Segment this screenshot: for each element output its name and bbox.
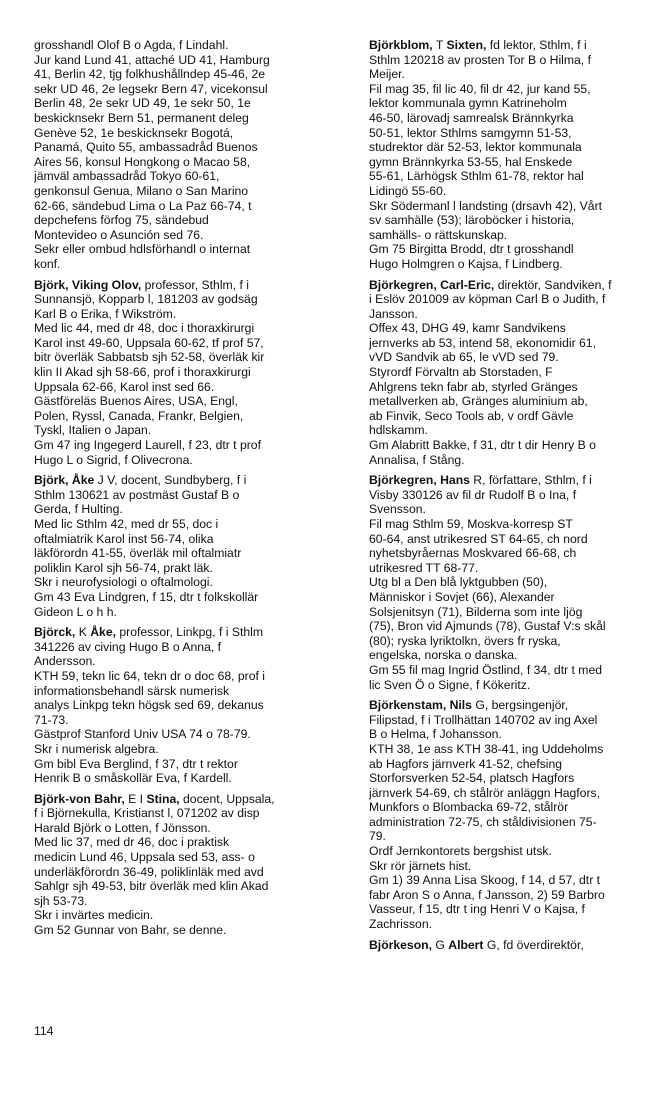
- entry-line: [369, 184, 655, 199]
- entry-line: [369, 800, 655, 815]
- entry-name: Björkenstam, Nils: [369, 698, 472, 713]
- entry-line: [34, 654, 342, 669]
- entry-text: direktör, Sandviken, f: [494, 277, 612, 292]
- entry-text: Ordf Jernkontorets bergshist utsk.: [369, 844, 552, 859]
- entry-name: Sixten,: [446, 38, 487, 52]
- entry-line: [369, 546, 655, 561]
- biography-entry: [369, 698, 655, 932]
- entry-text: 41, Berlin 42, tjg folkhushållndep 45-46, 2e: [34, 67, 266, 82]
- entry-text: vVD Sandvik ab 65, le vVD sed 79.: [369, 350, 559, 365]
- entry-text: Sthlm 120218 av prosten Tor B o Hilma, f: [369, 52, 591, 67]
- entry-text: Tyskl, Italien o Japan.: [34, 423, 152, 438]
- entry-text: Solsjenitsyn (71), Bilderna som inte ljög: [369, 604, 583, 619]
- entry-line: [369, 409, 655, 424]
- entry-line: [34, 350, 342, 365]
- entry-text: klin II Akad sjh 58-66, prof i thoraxkirurgi: [34, 365, 251, 380]
- entry-line: [34, 502, 342, 517]
- biography-entry: [369, 938, 655, 953]
- entry-text: Styrordf Förvaltn ab Storstaden, F: [369, 365, 553, 380]
- entry-text: depchefens förfog 75, sändebud: [34, 213, 209, 228]
- entry-line: [369, 423, 655, 438]
- entry-line: [34, 126, 342, 141]
- entry-text: Karol inst 49-60, Uppsala 60-62, tf prof 57,: [34, 335, 264, 350]
- entry-text: Med lic 37, med dr 46, doc i praktisk: [34, 835, 230, 850]
- entry-text: 62-66, sändebud Lima o La Paz 66-74, t: [34, 198, 252, 213]
- entry-text: Genève 52, 1e beskicknsekr Bogotá,: [34, 125, 234, 140]
- entry-line: [369, 228, 655, 243]
- entry-text: i Eslöv 201009 av köpman Carl B o Judith, f: [369, 292, 606, 307]
- entry-line: [34, 423, 342, 438]
- entry-line: [369, 111, 655, 126]
- entry-text: fd lektor, Sthlm, f i: [486, 38, 587, 52]
- entry-line: [369, 742, 655, 757]
- entry-line: [369, 590, 655, 605]
- entry-line: [369, 438, 655, 453]
- entry-text: Gm Alabritt Bakke, f 31, dtr t dir Henry B o: [369, 438, 596, 453]
- entry-line: [34, 640, 342, 655]
- entry-text: Gerda, f Hulting.: [34, 502, 123, 517]
- entry-name: Björk, Viking Olov,: [34, 277, 142, 292]
- entry-text: analys Linkpg tekn högsk sed 69, dekanus: [34, 698, 264, 713]
- entry-text: jämväl ambassadråd Tokyo 60-61,: [34, 169, 220, 184]
- entry-text: Zachrisson.: [369, 917, 432, 932]
- entry-text: Panamá, Quito 55, ambassadråd Buenos: [34, 140, 258, 155]
- entry-line: [34, 923, 342, 938]
- entry-line: [34, 380, 342, 395]
- entry-text: Montevideo o Asunción sed 76.: [34, 227, 204, 242]
- entry-line: [34, 453, 342, 468]
- entry-text: jernverks ab 53, intend 58, ekonomidir 61,: [369, 335, 596, 350]
- entry-line: [369, 605, 655, 620]
- entry-name: Åke,: [90, 625, 116, 640]
- entry-text: metallverken ab, Gränges aluminium ab,: [369, 394, 588, 409]
- entry-line: [34, 438, 342, 453]
- entry-text: Gm bibl Eva Berglind, f 37, dtr t rektor: [34, 756, 238, 771]
- entry-name: Björkegren, Carl-Eric,: [369, 277, 495, 292]
- entry-text: Aires 56, konsul Hongkong o Macao 58,: [34, 154, 251, 169]
- entry-text: informationsbehandl särsk numerisk: [34, 683, 230, 698]
- entry-text: Lidingö 55-60.: [369, 183, 447, 198]
- entry-text: oftalmiatrik Karol inst 56-74, olika: [34, 531, 214, 546]
- entry-line: [369, 648, 655, 663]
- entry-line: [34, 38, 342, 53]
- entry-text: samhälls- o rättskunskap.: [369, 227, 508, 242]
- entry-text: Utg bl a Den blå lyktgubben (50),: [369, 575, 548, 590]
- entry-line: [34, 242, 342, 257]
- entry-line: [369, 757, 655, 772]
- entry-text: Sthlm 130621 av postmäst Gustaf B o: [34, 487, 240, 502]
- entry-line: [369, 902, 655, 917]
- entry-line: [34, 908, 342, 923]
- entry-text: 55-61, Lärhögsk Sthlm 61-78, rektor hal: [369, 169, 584, 184]
- entry-name: Björkegren, Hans: [369, 473, 470, 488]
- entry-text: Jansson.: [369, 306, 418, 321]
- entry-text: underläkförordn 36-49, poliklinläk med avd: [34, 864, 264, 879]
- entry-line: [34, 155, 342, 170]
- entry-text: Fil mag 35, fil lic 40, fil dr 42, jur kand 55,: [369, 81, 591, 96]
- entry-text: studrektor där 52-53, lektor kommunala: [369, 140, 582, 155]
- entry-text: sjh 53-73.: [34, 893, 88, 908]
- entry-text: Gm 43 Eva Lindgren, f 15, dtr t folkskollär: [34, 589, 259, 604]
- entry-line: [34, 228, 342, 243]
- entry-line: [369, 727, 655, 742]
- entry-text: Karl B o Erika, f Wikström.: [34, 306, 177, 321]
- entry-line: [369, 698, 655, 713]
- entry-text: konf.: [34, 256, 61, 271]
- entry-line: [34, 865, 342, 880]
- entry-text: Skr i numerisk algebra.: [34, 741, 159, 756]
- entry-line: [369, 713, 655, 728]
- entry-name: Björck,: [34, 625, 76, 640]
- entry-line: [34, 669, 342, 684]
- entry-text: grosshandl Olof B o Agda, f Lindahl.: [34, 38, 229, 52]
- entry-line: [34, 292, 342, 307]
- entry-line: [34, 365, 342, 380]
- entry-line: [369, 517, 655, 532]
- entry-text: ab Finvik, Seco Tools ab, v ordf Gävle: [369, 408, 574, 423]
- entry-line: [34, 257, 342, 272]
- biography-entry: [369, 473, 655, 692]
- entry-line: [34, 82, 342, 97]
- entry-text: fabr Aron S o Anna, f Jansson, 2) 59 Barbro: [369, 887, 605, 902]
- entry-text: medicin Lund 46, Uppsala sed 53, ass- o: [34, 850, 255, 865]
- entry-line: [34, 53, 342, 68]
- entry-line: [369, 619, 655, 634]
- entry-line: [369, 38, 655, 53]
- entry-text: Sunnansjö, Kopparb l, 181203 av godsäg: [34, 292, 258, 307]
- entry-text: 341226 av civing Hugo B o Anna, f: [34, 639, 222, 654]
- entry-line: [369, 155, 655, 170]
- entry-name: Stina,: [146, 791, 180, 806]
- entry-line: [369, 634, 655, 649]
- entry-text: KTH 59, tekn lic 64, tekn dr o doc 68, prof i: [34, 668, 266, 683]
- entry-line: [34, 625, 342, 640]
- entry-text: Skr rör järnets hist.: [369, 858, 472, 873]
- entry-line: [34, 473, 342, 488]
- entry-text: ab Hagfors järnverk 41-52, chefsing: [369, 756, 563, 771]
- entry-text: Fil mag Sthlm 59, Moskva-korresp ST: [369, 517, 573, 531]
- entry-line: [34, 879, 342, 894]
- entry-text: B o Helma, f Johansson.: [369, 727, 502, 742]
- entry-line: [34, 199, 342, 214]
- entry-text: (75), Bron vid Ajmunds (78), Gustaf V:s skål: [369, 619, 606, 634]
- entry-line: [369, 394, 655, 409]
- entry-text: poliklin Karol sjh 56-74, prakt läk.: [34, 560, 213, 575]
- entry-line: [34, 698, 342, 713]
- entry-line: [34, 757, 342, 772]
- entry-text: engelska, norska o danska.: [369, 648, 518, 663]
- entry-text: Polen, Ryssl, Canada, Frankr, Belgien,: [34, 408, 244, 423]
- biography-entry: [369, 38, 655, 272]
- entry-text: Harald Björk o Lotten, f Jönsson.: [34, 820, 211, 835]
- entry-line: [34, 742, 342, 757]
- entry-line: [34, 605, 342, 620]
- entry-text: läkförordn 41-55, överläk mil oftalmiatr: [34, 546, 242, 561]
- entry-text: 50-51, lektor Sthlms samgymn 51-53,: [369, 125, 572, 140]
- entry-name: Björk, Åke: [34, 473, 95, 488]
- entry-text: Svensson.: [369, 502, 426, 517]
- entry-line: [369, 888, 655, 903]
- entry-text: Gm 55 fil mag Ingrid Östlind, f 34, dtr t med: [369, 662, 603, 677]
- entry-line: [34, 835, 342, 850]
- entry-text: Gm 47 ing Ingegerd Laurell, f 23, dtr t prof: [34, 438, 261, 453]
- entry-text: KTH 38, 1e ass KTH 38-41, ing Uddeholms: [369, 741, 604, 756]
- entry-line: [34, 561, 342, 576]
- entry-line: [369, 938, 655, 953]
- entry-line: [34, 532, 342, 547]
- entry-line: [34, 546, 342, 561]
- entry-line: [34, 806, 342, 821]
- entry-text: Hugo L o Sigrid, f Olivecrona.: [34, 452, 193, 467]
- entry-line: [369, 859, 655, 874]
- entry-line: [369, 678, 655, 693]
- entry-line: [34, 488, 342, 503]
- entry-line: [34, 336, 342, 351]
- entry-line: [34, 575, 342, 590]
- entry-text: 71-73.: [34, 712, 69, 727]
- entry-text: beskicknsekr Bern 51, permanent deleg: [34, 110, 249, 125]
- entry-text: G, fd överdirektör,: [483, 937, 584, 952]
- entry-line: [369, 292, 655, 307]
- entry-line: [34, 821, 342, 836]
- entry-text: E I: [124, 791, 147, 806]
- entry-line: [34, 169, 342, 184]
- entry-line: [369, 502, 655, 517]
- entry-text: Skr i invärtes medicin.: [34, 908, 154, 923]
- entry-text: Storforsverken 52-54, platsch Hagfors: [369, 771, 575, 786]
- entry-text: Gästprof Stanford Univ USA 74 o 78-79.: [34, 727, 251, 742]
- entry-text: Med lic Sthlm 42, med dr 55, doc i: [34, 517, 219, 531]
- entry-line: [34, 213, 342, 228]
- biography-entry: [34, 625, 342, 786]
- entry-text: Sahlgr sjh 49-53, bitr överläk med klin Akad: [34, 879, 269, 894]
- entry-line: [369, 169, 655, 184]
- entry-text: professor, Linkpg, f i Sthlm: [115, 625, 263, 640]
- entry-text: 79.: [369, 829, 386, 844]
- entry-text: 46-50, lärovadj samrealsk Brännkyrka: [369, 110, 574, 125]
- entry-line: [369, 365, 655, 380]
- entry-text: lic Sven Ö o Signe, f Kökeritz.: [369, 677, 531, 692]
- entry-line: [369, 844, 655, 859]
- entry-text: Med lic 44, med dr 48, doc i thoraxkirurgi: [34, 321, 255, 336]
- entry-name: Björkeson,: [369, 937, 432, 952]
- entry-text: K: [75, 625, 91, 640]
- entry-line: [369, 336, 655, 351]
- entry-text: sekr UD 46, 2e legsekr Bern 47, vicekonsul: [34, 81, 268, 96]
- entry-text: bitr överläk Sabbatsb sjh 52-58, överläk kir: [34, 350, 265, 365]
- entry-line: [369, 575, 655, 590]
- entry-text: docent, Uppsala,: [179, 791, 275, 806]
- biography-entry: [34, 473, 342, 619]
- entry-text: Munkfors o Blombacka 69-72, stålrör: [369, 800, 569, 815]
- entry-text: professor, Sthlm, f i: [141, 277, 249, 292]
- entry-text: sv samhälle (53); läroböcker i historia,: [369, 213, 575, 228]
- entry-line: [369, 96, 655, 111]
- entry-line: [369, 278, 655, 293]
- entry-text: Ahlgrens tekn fabr ab, styrled Gränges: [369, 379, 578, 394]
- entry-text: Gm 75 Birgitta Brodd, dtr t grosshandl: [369, 242, 574, 257]
- page-number: 114: [34, 1024, 54, 1038]
- entry-text: Gm 1) 39 Anna Lisa Skoog, f 14, d 57, dtr t: [369, 873, 601, 888]
- entry-text: Visby 330126 av fil dr Rudolf B o Ina, f: [369, 487, 577, 502]
- entry-line: [369, 561, 655, 576]
- entry-text: G: [432, 937, 449, 952]
- entry-line: [34, 111, 342, 126]
- biography-entry: [34, 38, 342, 272]
- entry-line: [369, 829, 655, 844]
- entry-line: [34, 321, 342, 336]
- entry-line: [369, 488, 655, 503]
- entry-line: [369, 771, 655, 786]
- entry-line: [369, 663, 655, 678]
- entry-line: [34, 792, 342, 807]
- entry-line: [34, 409, 342, 424]
- entry-line: [369, 815, 655, 830]
- entry-text: 60-64, anst utrikesred ST 64-65, ch nord: [369, 531, 588, 546]
- entry-text: Offex 43, DHG 49, kamr Sandvikens: [369, 321, 566, 336]
- entry-line: [34, 850, 342, 865]
- entry-text: utrikesred TT 68-77.: [369, 560, 479, 575]
- entry-text: Meijer.: [369, 67, 405, 82]
- entry-line: [369, 917, 655, 932]
- entry-text: Henrik B o småskollär Eva, f Kardell.: [34, 771, 232, 786]
- entry-line: [369, 453, 655, 468]
- entry-text: Skr Södermanl l landsting (drsavh 42), Vårt: [369, 198, 603, 213]
- entry-line: [34, 307, 342, 322]
- entry-text: Gästföreläs Buenos Aires, USA, Engl,: [34, 394, 238, 409]
- entry-text: nyhetsbyråernas Moskvared 66-68, ch: [369, 546, 577, 561]
- entry-text: genkonsul Genua, Milano o San Marino: [34, 183, 249, 198]
- entry-name: Björkblom,: [369, 38, 433, 52]
- entry-text: Skr i neurofysiologi o oftalmologi.: [34, 575, 213, 590]
- entry-text: Hugo Holmgren o Kajsa, f Lindberg.: [369, 256, 563, 271]
- entry-text: J V, docent, Sundbyberg, f i: [94, 473, 247, 488]
- entry-text: Gm 52 Gunnar von Bahr, se denne.: [34, 923, 227, 938]
- entry-line: [34, 278, 342, 293]
- entry-text: Uppsala 62-66, Karol inst sed 66.: [34, 379, 215, 394]
- entry-text: hdlskamm.: [369, 423, 428, 438]
- biography-entry: [34, 792, 342, 938]
- entry-line: [369, 307, 655, 322]
- entry-line: [369, 873, 655, 888]
- entry-line: [34, 394, 342, 409]
- entry-line: [34, 140, 342, 155]
- entry-text: (80); ryska lyriktolkn, övers fr ryska,: [369, 633, 561, 648]
- entry-line: [369, 473, 655, 488]
- left-column: [34, 38, 342, 944]
- entry-text: lektor kommunala gymn Katrineholm: [369, 96, 567, 111]
- entry-text: Gideon L o h h.: [34, 604, 117, 619]
- entry-line: [34, 727, 342, 742]
- entry-line: [34, 894, 342, 909]
- entry-line: [34, 590, 342, 605]
- entry-text: Sekr eller ombud hdlsförhandl o internat: [34, 242, 251, 257]
- right-column: [369, 38, 655, 958]
- entry-name: Albert: [448, 937, 484, 952]
- entry-text: administration 72-75, ch ståldivisionen 75-: [369, 814, 597, 829]
- entry-text: järnverk 54-69, ch stålrör anläggn Hagfors,: [369, 785, 601, 800]
- entry-text: Annalisa, f Stång.: [369, 452, 465, 467]
- entry-text: R, författare, Sthlm, f i: [469, 473, 592, 488]
- entry-text: Andersson.: [34, 654, 96, 669]
- entry-line: [369, 82, 655, 97]
- entry-line: [34, 713, 342, 728]
- entry-text: Människor i Sovjet (66), Alexander: [369, 589, 555, 604]
- entry-text: gymn Brännkyrka 53-55, hal Enskede: [369, 154, 573, 169]
- entry-line: [369, 242, 655, 257]
- entry-line: [34, 771, 342, 786]
- biography-entry: [34, 278, 342, 468]
- entry-line: [369, 67, 655, 82]
- entry-text: Jur kand Lund 41, attaché UD 41, Hamburg: [34, 52, 270, 67]
- entry-line: [369, 199, 655, 214]
- entry-line: [369, 53, 655, 68]
- entry-text: Vasseur, f 15, dtr t ing Henri V o Kajsa, f: [369, 902, 585, 917]
- entry-line: [369, 532, 655, 547]
- entry-text: Berlin 48, 2e sekr UD 49, 1e sekr 50, 1e: [34, 96, 251, 111]
- entry-line: [369, 126, 655, 141]
- biography-entry: [369, 278, 655, 468]
- entry-text: Filipstad, f i Trollhättan 140702 av ing Axel: [369, 712, 598, 727]
- entry-line: [369, 350, 655, 365]
- entry-line: [34, 96, 342, 111]
- entry-line: [369, 786, 655, 801]
- entry-name: Björk-von Bahr,: [34, 791, 125, 806]
- entry-line: [369, 380, 655, 395]
- entry-line: [369, 257, 655, 272]
- entry-line: [369, 321, 655, 336]
- entry-line: [34, 517, 342, 532]
- entry-text: G, bergsingenjör,: [471, 698, 569, 713]
- entry-line: [34, 684, 342, 699]
- entry-line: [34, 184, 342, 199]
- entry-line: [369, 140, 655, 155]
- entry-text: T: [432, 38, 447, 52]
- entry-line: [34, 67, 342, 82]
- entry-text: f i Björnekulla, Kristianst l, 071202 av disp: [34, 806, 260, 821]
- entry-line: [369, 213, 655, 228]
